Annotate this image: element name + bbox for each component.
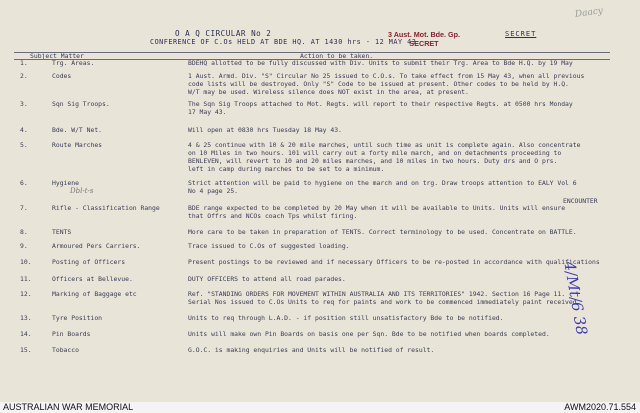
item-action-line: Units to req through L.A.D. - if position still unsatisfactory Bde to be notified. — [188, 314, 504, 322]
item-subject: Trg. Areas. — [52, 59, 95, 67]
item-subject: Rifle - Classification Range — [52, 204, 160, 212]
item-action-line: left in camp during marches to be set to a minimum. — [188, 165, 385, 173]
stamp-unit: 3 Aust. Mot. Bde. Gp. — [388, 30, 461, 39]
item-number: 4. — [20, 126, 28, 134]
item-number: 13. — [20, 314, 32, 322]
item-margin-note: ENCOUNTER — [563, 197, 598, 205]
item-subject: Route Marches — [52, 141, 103, 149]
column-header-action: Action to be taken. — [300, 52, 374, 60]
secret-marking: SECRET — [505, 30, 537, 38]
item-number: 7. — [20, 204, 28, 212]
margin-doodle: Dbl-t-s — [70, 187, 94, 195]
item-subject: Codes — [52, 72, 72, 80]
item-subject: Posting of Officers — [52, 258, 126, 266]
item-action-line: 17 May 43. — [188, 108, 227, 116]
item-number: 3. — [20, 100, 28, 108]
item-subject: Tyre Position — [52, 314, 103, 322]
circular-title: O A Q CIRCULAR No 2 — [175, 29, 272, 38]
item-subject: Bde. W/T Net. — [52, 126, 103, 134]
item-action-line: BDE range expected to be completed by 20 May when it will be available to Units. Units will ensure — [188, 204, 566, 212]
item-number: 12. — [20, 290, 32, 298]
conference-title: CONFERENCE OF C.Os HELD AT BDE HQ. AT 1430 hrs - 12 MAY 43 — [150, 38, 417, 46]
stamp-secret: SECRET — [409, 39, 439, 48]
item-action-line: Present postings to be reviewed and if necessary Officers to be re-posted in accordance with qualifications — [188, 258, 600, 266]
item-action-line: The Sqn Sig Troops attached to Mot. Regts. will report to their respective Regts. at 0500 hrs Monday — [188, 100, 573, 108]
item-action-line: BDEHQ allotted to be fully discussed with Div. Units to submit their Trg. Area to Bde H.Q. by 19 May — [188, 59, 573, 67]
item-number: 8. — [20, 228, 28, 236]
item-action-line: on 10 Miles in two hours. 101 will carry out a forty mile march, and on detachments proceeding to — [188, 149, 562, 157]
item-number: 2. — [20, 72, 28, 80]
item-action-line: 1 Aust. Armd. Div. "S" Circular No 25 issued to C.O.s. To take effect from 15 May 43, when all previous — [188, 72, 585, 80]
item-action-line: Strict attention will be paid to hygiene on the march and on trg. Draw troops attention to EALY Vol 6 — [188, 179, 577, 187]
item-action-line: Will open at 0830 hrs Tuesday 18 May 43. — [188, 126, 342, 134]
item-action-line: that Offrs and NCOs coach Tps whilst firing. — [188, 212, 358, 220]
item-action-line: Serial Nos issued to C.Os Units to req for paints and work to be commenced immediately paint received. — [188, 298, 581, 306]
item-subject: Armoured Pers Carriers. — [52, 242, 141, 250]
item-action-line: W/T may be used. Wireless silence does NOT exist in the area, at present. — [188, 88, 469, 96]
column-header-subject: Subject Matter — [30, 52, 84, 60]
item-action-line: Units will make own Pin Boards on basis one per Sqn. Bde to be notified when boards completed. — [188, 330, 550, 338]
item-subject: Sqn Sig Troops. — [52, 100, 110, 108]
pencil-note: Daacy — [574, 6, 604, 20]
item-subject: Pin Boards — [52, 330, 91, 338]
item-subject: Tobacco — [52, 346, 79, 354]
item-number: 11. — [20, 275, 32, 283]
footer-accession-number: AWM2020.71.554 — [564, 402, 636, 412]
footer-institution: AUSTRALIAN WAR MEMORIAL — [3, 402, 134, 412]
item-subject: TENTS — [52, 228, 72, 236]
item-action-line: G.O.C. is making enquiries and Units will be notified of result. — [188, 346, 435, 354]
item-number: 1. — [20, 59, 28, 67]
item-subject: Officers at Bellevue. — [52, 275, 133, 283]
item-action-line: No 4 page 25. — [188, 187, 239, 195]
item-subject: Hygiene — [52, 179, 79, 187]
brigade-stamp — [388, 30, 460, 48]
item-number: 9. — [20, 242, 28, 250]
item-action-line: More care to be taken in preparation of TENTS. Correct terminology to be used. Concentrate on BATTLE. — [188, 228, 577, 236]
item-number: 5. — [20, 141, 28, 149]
item-action-line: BENLEVEN, will revert to 10 and 20 miles marches, and 10 miles in two hours. Duty drs and O prs. — [188, 157, 558, 165]
item-number: 14. — [20, 330, 32, 338]
item-action-line: DUTY OFFICERS to attend all road parades. — [188, 275, 346, 283]
handwritten-reference: 4/Mt/6 38 — [560, 260, 591, 337]
item-action-line: 4 & 25 continue with 10 & 20 mile marches, until such time as unit is complete again. Also concentrate — [188, 141, 581, 149]
item-subject: Marking of Baggage etc — [52, 290, 137, 298]
item-action-line: Ref. "STANDING ORDERS FOR MOVEMENT WITHIN AUSTRALIA AND ITS TERRITORIES" 1942. Section 16 Page 11. — [188, 290, 566, 298]
item-number: 10. — [20, 258, 32, 266]
item-number: 15. — [20, 346, 32, 354]
item-action-line: Trace issued to C.Os of suggested loading. — [188, 242, 350, 250]
footer-bar — [0, 402, 640, 413]
item-number: 6. — [20, 179, 28, 187]
item-action-line: code lists will be destroyed. Only "S" Code to be issued at present. Other codes to be held by H.Q. — [188, 80, 569, 88]
